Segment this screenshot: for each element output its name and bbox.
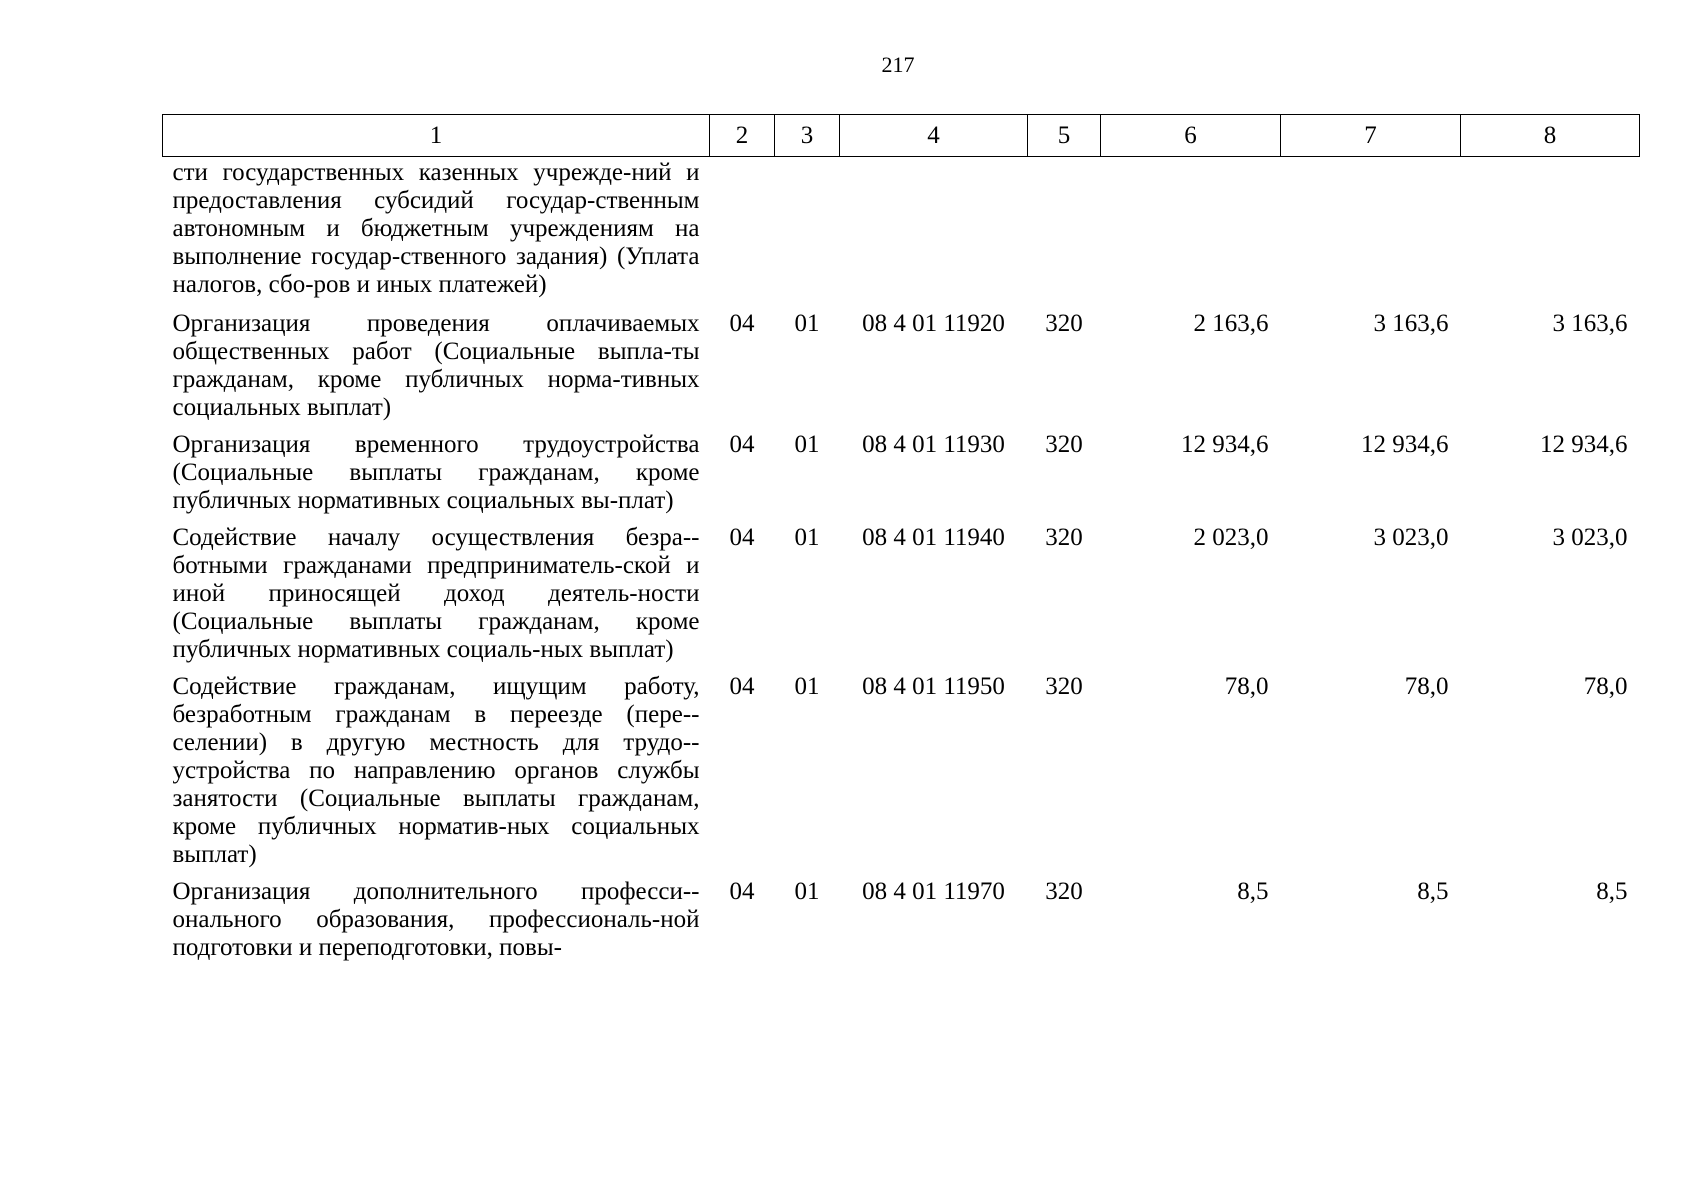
page-number bbox=[0, 52, 1697, 78]
row-target-article: 08 4 01 11920 bbox=[862, 310, 1005, 337]
row-value-col-6: 8,5 bbox=[1237, 878, 1269, 905]
row-expense-type: 320 bbox=[1045, 878, 1083, 905]
row-target-article: 08 4 01 11970 bbox=[862, 878, 1005, 905]
row-subsection: 01 bbox=[794, 431, 820, 458]
table-row bbox=[163, 305, 1640, 426]
row-value-col-6: 12 934,6 bbox=[1181, 431, 1269, 458]
row-value-col-8: 78,0 bbox=[1583, 673, 1628, 700]
header-col-8: 8 bbox=[1461, 115, 1640, 157]
row-value-col-8: 3 023,0 bbox=[1552, 524, 1628, 551]
row-section: 04 bbox=[729, 673, 755, 700]
table-row bbox=[163, 873, 1640, 966]
row-section: 04 bbox=[729, 524, 755, 551]
header-col-7: 7 bbox=[1281, 115, 1461, 157]
header-col-2: 2 bbox=[710, 115, 775, 157]
row-expense-type: 320 bbox=[1045, 673, 1083, 700]
row-subsection: 01 bbox=[794, 878, 820, 905]
row-value-col-6: 2 023,0 bbox=[1193, 524, 1269, 551]
row-expense-type: 320 bbox=[1045, 431, 1083, 458]
header-col-4: 4 bbox=[840, 115, 1028, 157]
row-value-col-8: 8,5 bbox=[1596, 878, 1628, 905]
header-row bbox=[163, 115, 1640, 157]
header-col-1: 1 bbox=[163, 115, 710, 157]
header-col-5: 5 bbox=[1028, 115, 1101, 157]
row-section: 04 bbox=[729, 310, 755, 337]
page-number-text: 217 bbox=[881, 52, 915, 77]
header-col-3: 3 bbox=[775, 115, 840, 157]
row-target-article: 08 4 01 11950 bbox=[862, 673, 1005, 700]
row-subsection: 01 bbox=[794, 673, 820, 700]
row-expense-type: 320 bbox=[1045, 310, 1083, 337]
row-section: 04 bbox=[729, 878, 755, 905]
row-value-col-6: 2 163,6 bbox=[1193, 310, 1269, 337]
table-row bbox=[163, 519, 1640, 668]
row-target-article: 08 4 01 11930 bbox=[862, 431, 1005, 458]
row-target-article: 08 4 01 11940 bbox=[862, 524, 1005, 551]
row-value-col-7: 3 023,0 bbox=[1373, 524, 1449, 551]
row-value-col-7: 8,5 bbox=[1417, 878, 1449, 905]
row-value-col-8: 3 163,6 bbox=[1552, 310, 1628, 337]
header-col-6: 6 bbox=[1101, 115, 1281, 157]
row-value-col-7: 3 163,6 bbox=[1373, 310, 1449, 337]
budget-table bbox=[162, 114, 1640, 966]
row-name: Содействие началу осуществления безра-ботными гражданами предприниматель-ской и иной приносящей доход деятель-ности (Социальные выплаты гражданам, кроме публичных нормативных социаль-ных выплат) bbox=[172, 524, 700, 663]
row-value-col-7: 78,0 bbox=[1404, 673, 1449, 700]
table-row bbox=[163, 668, 1640, 873]
row-name: Организация временного трудоустройства (Социальные выплаты гражданам, кроме публичных нормативных социальных вы-плат) bbox=[172, 431, 700, 514]
row-value-col-8: 12 934,6 bbox=[1540, 431, 1628, 458]
row-name: Организация дополнительного професси-онального образования, профессиональ-ной подготовки и переподготовки, повы- bbox=[172, 878, 700, 961]
table-row bbox=[163, 426, 1640, 519]
row-section: 04 bbox=[729, 431, 755, 458]
row-value-col-7: 12 934,6 bbox=[1361, 431, 1449, 458]
row-subsection: 01 bbox=[794, 524, 820, 551]
row-value-col-6: 78,0 bbox=[1224, 673, 1269, 700]
row-expense-type: 320 bbox=[1045, 524, 1083, 551]
row-name: Организация проведения оплачиваемых общественных работ (Социальные выпла-ты гражданам, кроме публичных норма-тивных социальных выплат) bbox=[172, 310, 700, 421]
continuation-row bbox=[163, 157, 1640, 306]
row-subsection: 01 bbox=[794, 310, 820, 337]
continuation-text: сти государственных казенных учрежде-ний и предоставления субсидий государ-ственным автономным и бюджетным учреждениям на выполнение государ-ственного задания) (Уплата налогов, сбо-ров и иных платежей) bbox=[172, 159, 700, 298]
row-name: Содействие гражданам, ищущим работу, безработным гражданам в переезде (пере-селении) в другую местность для трудо-устройства по направлению органов службы занятости (Социальные выплаты гражданам, кроме публичных норматив-ных социальных выплат) bbox=[172, 673, 700, 868]
